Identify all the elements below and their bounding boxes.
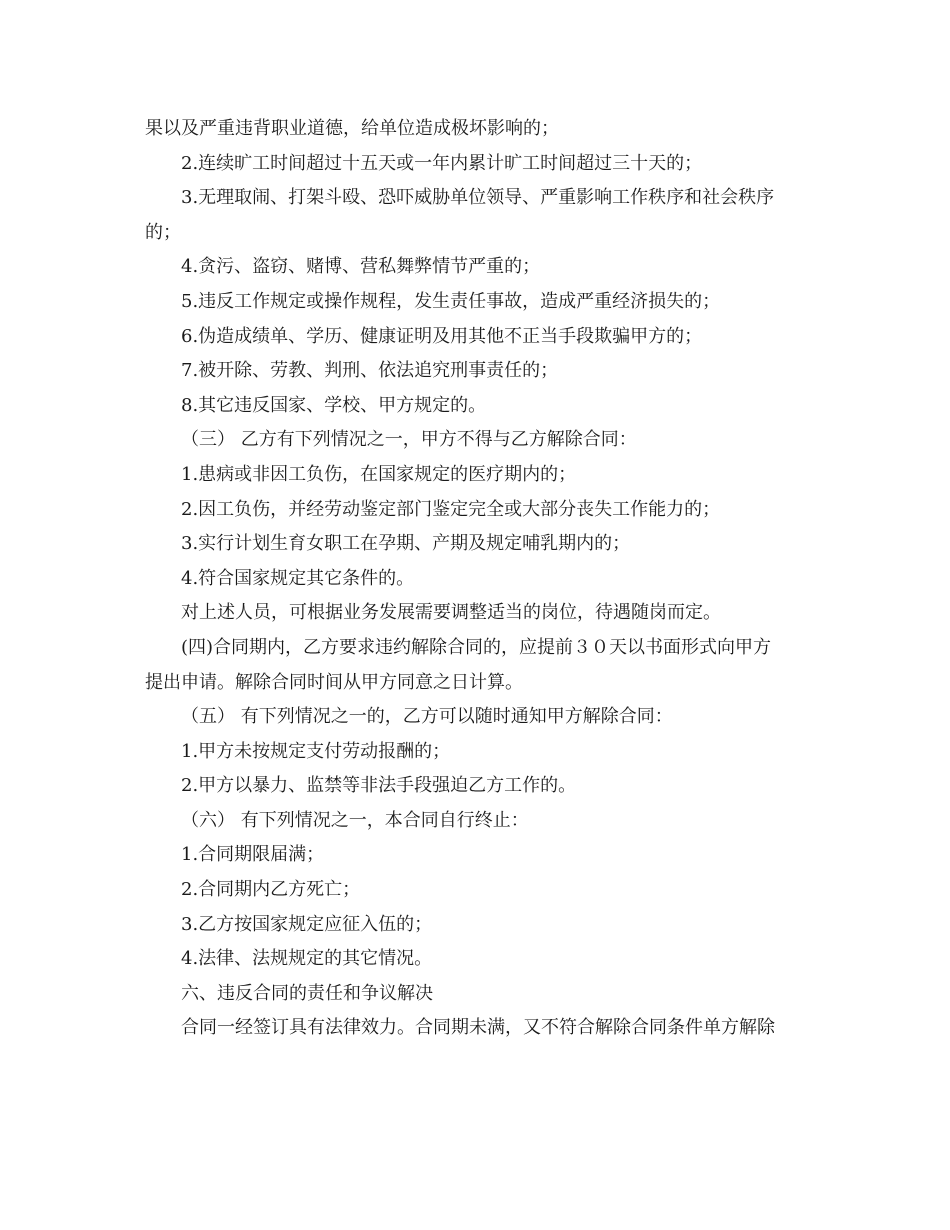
text-line: （六） 有下列情况之一，本合同自行终止：	[181, 809, 529, 831]
text-line: 2.甲方以暴力、监禁等非法手段强迫乙方工作的。	[181, 775, 577, 797]
text-line: 的；	[145, 221, 181, 243]
text-line: 1.合同期限届满；	[181, 844, 325, 866]
text-line: 5.违反工作规定或操作规程，发生责任事故，造成严重经济损失的；	[181, 290, 721, 312]
text-line: 4.法律、法规规定的其它情况。	[181, 948, 433, 970]
text-line: 合同一经签订具有法律效力。合同期未满，又不符合解除合同条件单方解除	[181, 1017, 775, 1039]
text-line: 7.被开除、劳教、判刑、依法追究刑事责任的；	[181, 360, 559, 382]
text-line: 4.贪污、盗窃、赌博、营私舞弊情节严重的；	[181, 256, 541, 278]
text-line: （三） 乙方有下列情况之一，甲方不得与乙方解除合同：	[181, 429, 637, 451]
text-line: 6.伪造成绩单、学历、健康证明及用其他不正当手段欺骗甲方的；	[181, 325, 703, 347]
text-line: 提出申请。解除合同时间从甲方同意之日计算。	[145, 671, 523, 693]
document-body	[145, 112, 805, 1046]
text-line: 4.符合国家规定其它条件的。	[181, 567, 415, 589]
text-line: 1.甲方未按规定支付劳动报酬的；	[181, 740, 451, 762]
text-line: 8.其它违反国家、学校、甲方规定的。	[181, 394, 487, 416]
text-line: 3.实行计划生育女职工在孕期、产期及规定哺乳期内的；	[181, 533, 631, 555]
text-line: 2.合同期内乙方死亡；	[181, 879, 361, 901]
text-line: 对上述人员，可根据业务发展需要调整适当的岗位，待遇随岗而定。	[181, 602, 721, 624]
text-line: 1.患病或非因工负伤，在国家规定的医疗期内的；	[181, 463, 577, 485]
text-line: 六、违反合同的责任和争议解决	[181, 982, 433, 1004]
text-line: 2.因工负伤，并经劳动鉴定部门鉴定完全或大部分丧失工作能力的；	[181, 498, 721, 520]
text-line: 3.乙方按国家规定应征入伍的；	[181, 913, 433, 935]
text-line: 2.连续旷工时间超过十五天或一年内累计旷工时间超过三十天的；	[181, 152, 703, 174]
text-line: (四)合同期内，乙方要求违约解除合同的，应提前３０天以书面形式向甲方	[181, 636, 772, 658]
text-line: 果以及严重违背职业道德，给单位造成极坏影响的；	[145, 118, 559, 139]
text-line: （五） 有下列情况之一的，乙方可以随时通知甲方解除合同：	[181, 706, 673, 728]
text-line: 3.无理取闹、打架斗殴、恐吓威胁单位领导、严重影响工作秩序和社会秩序	[181, 187, 775, 209]
